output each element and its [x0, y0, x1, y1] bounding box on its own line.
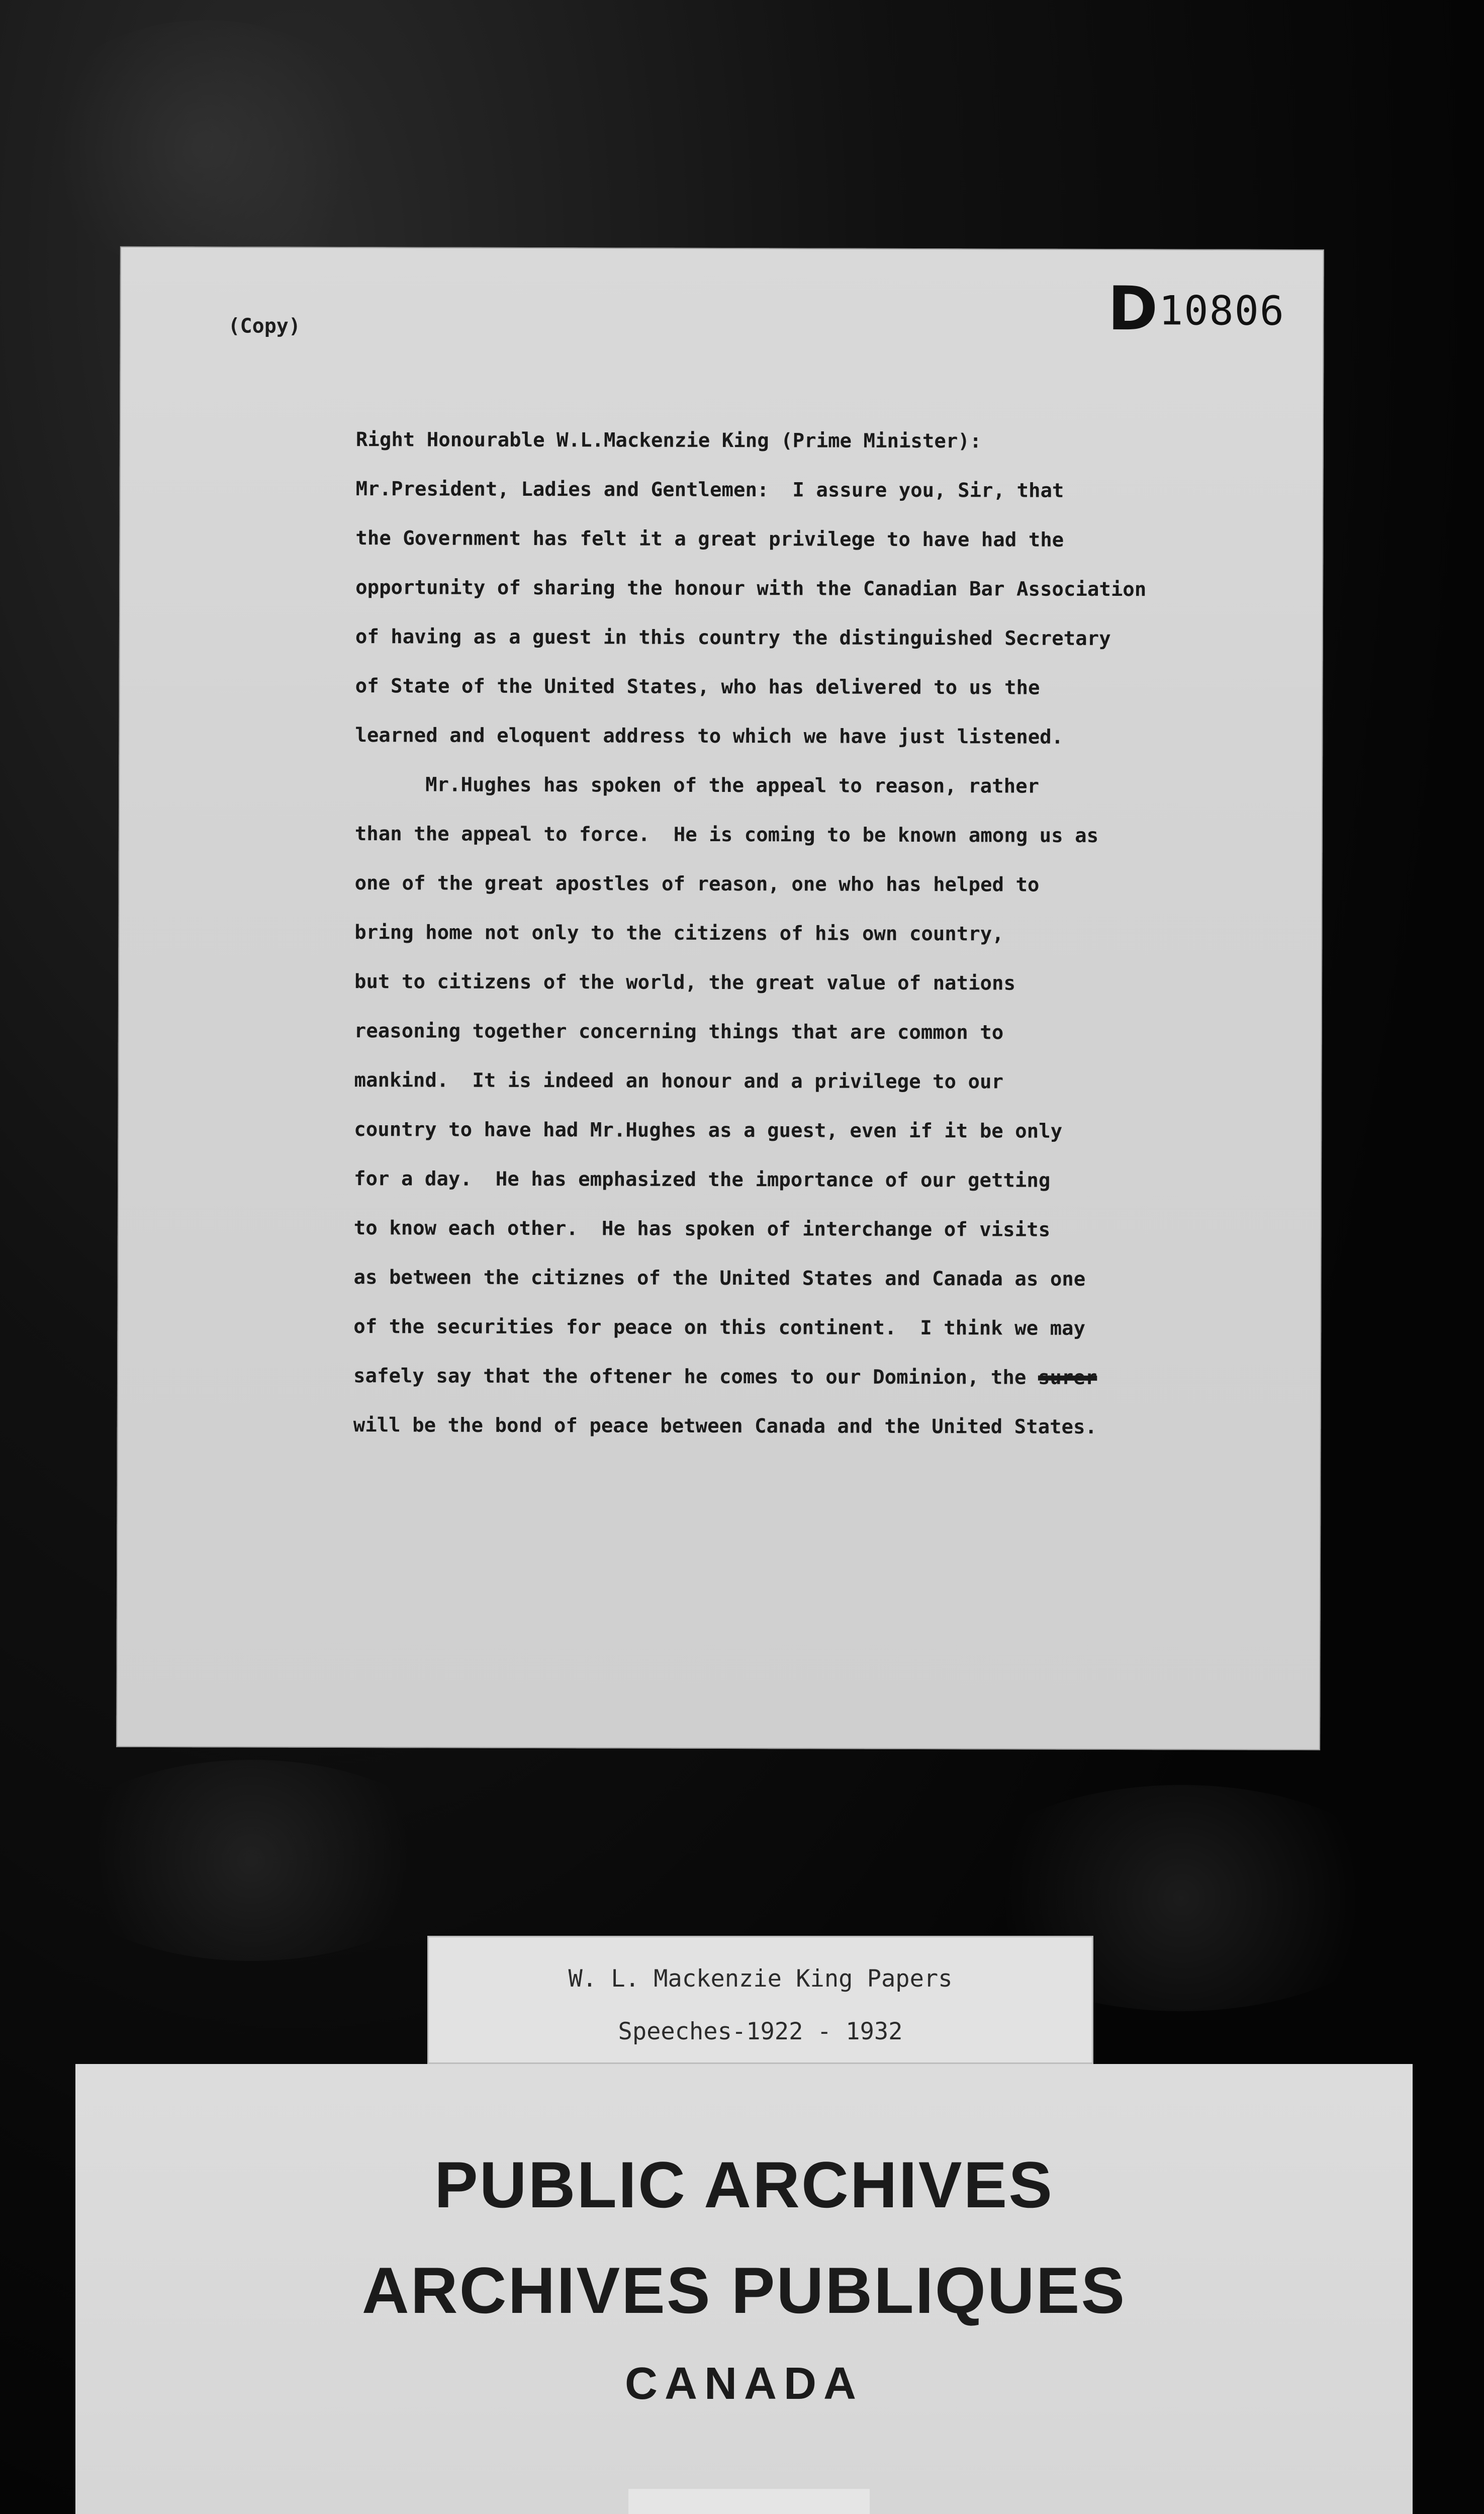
speech-line — [355, 760, 1240, 812]
speech-line-text: bring home not only to the citizens of his own country, — [354, 921, 1004, 946]
speech-line — [354, 1154, 1239, 1206]
speech-line-text: one of the great apostles of reason, one who has helped to — [354, 872, 1040, 896]
copy-mark: (Copy) — [228, 314, 301, 338]
speech-line-text: than the appeal to force. He is coming to be known among us as — [354, 823, 1099, 847]
archives-card — [75, 2064, 1413, 2514]
archives-card-french: ARCHIVES PUBLIQUES — [361, 2254, 1127, 2327]
background-smudge — [30, 20, 382, 272]
speech-line — [355, 612, 1240, 664]
speech-line — [355, 810, 1240, 861]
archives-card-country: CANADA — [625, 2359, 863, 2409]
speech-line — [354, 859, 1239, 911]
speech-line-text: of having as a guest in this country the distinguished Secretary — [355, 625, 1111, 651]
speech-line-text: Right Honourable W.L.Mackenzie King (Prime Minister): — [355, 428, 982, 453]
speech-line — [354, 1204, 1239, 1255]
speech-line-text: mankind. It is indeed an honour and a privilege to our — [354, 1069, 1004, 1094]
speech-line — [354, 1056, 1239, 1108]
archives-card-tab — [628, 2489, 870, 2514]
speech-line-text: to know each other. He has spoken of interchange of visits — [353, 1217, 1051, 1241]
archives-card-english: PUBLIC ARCHIVES — [434, 2148, 1054, 2221]
speech-line — [353, 1352, 1238, 1403]
speech-line-text: as between the citiznes of the United States and Canada as one — [353, 1266, 1086, 1291]
collection-label — [427, 1936, 1093, 2064]
speech-line — [355, 563, 1240, 615]
speech-line — [354, 1007, 1239, 1058]
speech-line-text: of the securities for peace on this continent. I think we may — [353, 1315, 1086, 1340]
speech-line — [355, 662, 1240, 713]
speech-line — [354, 908, 1239, 960]
speech-line — [355, 711, 1240, 763]
speech-line-text: but to citizens of the world, the great value of nations — [354, 970, 1016, 995]
speech-line-text: of State of the United States, who has delivered to us the — [355, 675, 1040, 699]
document-number — [1107, 274, 1285, 344]
background-smudge — [50, 1760, 452, 1961]
speech-line — [353, 1253, 1238, 1305]
speech-line-text: Mr.President, Ladies and Gentlemen: I assure you, Sir, that — [355, 478, 1064, 502]
speech-line — [355, 514, 1240, 566]
speech-line — [354, 1105, 1239, 1157]
speech-line — [356, 415, 1241, 467]
typed-speech-page — [116, 246, 1324, 1750]
speech-line — [354, 957, 1239, 1009]
collection-label-title: W. L. Mackenzie King Papers — [568, 1965, 953, 1993]
speech-line-text: will be the bond of peace between Canada and the United States. — [353, 1414, 1097, 1439]
document-number-digits: 10806 — [1159, 287, 1285, 334]
speech-text — [353, 415, 1241, 1453]
speech-line-text: opportunity of sharing the honour with the Canadian Bar Association — [355, 576, 1147, 601]
document-number-prefix: D — [1107, 274, 1159, 344]
speech-line-text: safely say that the oftener he comes to our Dominion, the — [353, 1365, 1027, 1389]
struck-word: surer — [1038, 1366, 1097, 1389]
collection-label-subtitle: Speeches-1922 - 1932 — [618, 2018, 903, 2045]
speech-line-text: country to have had Mr.Hughes as a guest, even if it be only — [354, 1118, 1063, 1143]
speech-line — [353, 1401, 1238, 1453]
speech-line-text: the Government has felt it a great privilege to have had the — [355, 527, 1064, 552]
speech-line-text: Mr.Hughes has spoken of the appeal to reason, rather — [425, 773, 1040, 798]
speech-line-text: learned and eloquent address to which we have just listened. — [355, 724, 1064, 749]
speech-line — [356, 465, 1241, 516]
speech-line-text: for a day. He has emphasized the importance of our getting — [353, 1168, 1051, 1192]
speech-line — [353, 1302, 1238, 1354]
speech-line-text: reasoning together concerning things that are common to — [354, 1020, 1004, 1044]
